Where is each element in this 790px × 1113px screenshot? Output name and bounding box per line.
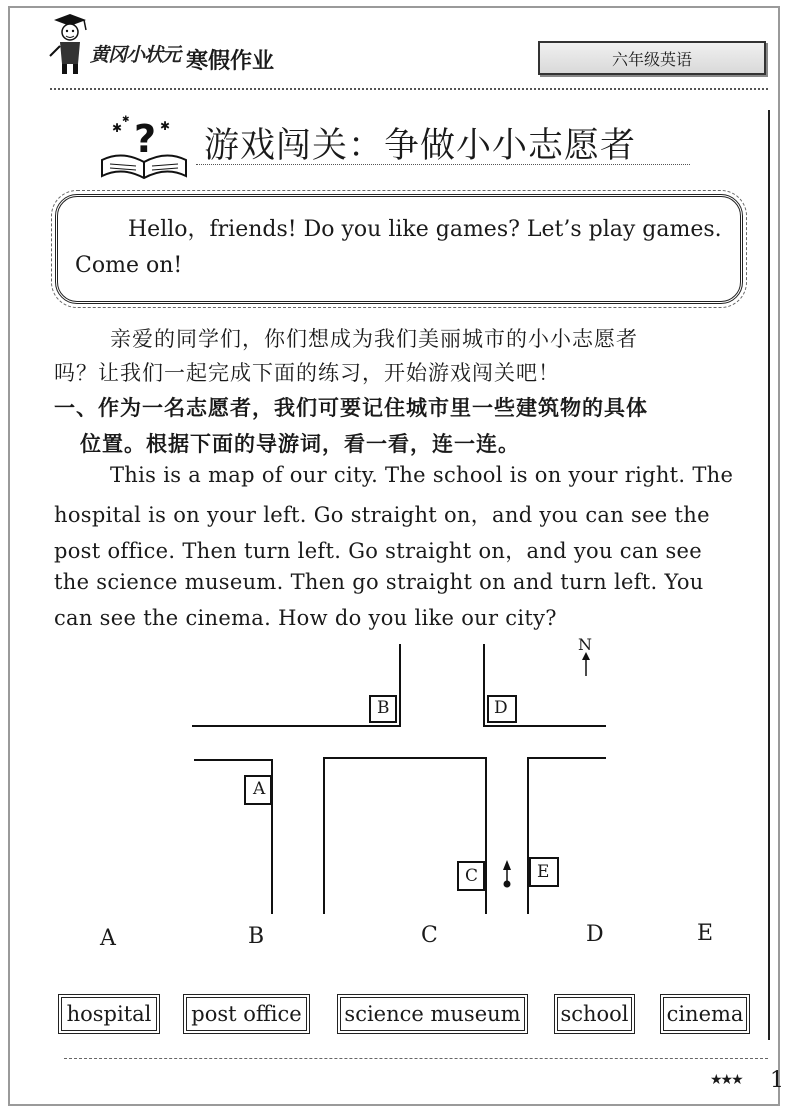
svg-text:✱: ✱ [112, 121, 123, 135]
word-box-cinema: cinema [663, 997, 747, 1031]
title-underline [196, 164, 690, 165]
passage-line-1: This is a map of our city. The school is on your right. The [110, 463, 734, 487]
answer-letter-d: D [586, 922, 604, 947]
passage-line-4: the science museum. Then go straight on and turn left. You [54, 570, 704, 594]
task-heading-line-1: 一、作为一名志愿者，我们可要记住城市里一些建筑物的具体 [54, 396, 648, 420]
intro-line-2: 吗？让我们一起完成下面的练习，开始游戏闯关吧！ [54, 361, 560, 385]
passage-line-3: post office. Then turn left. Go straight on，and you can see [54, 539, 703, 563]
answer-letter-c: C [421, 923, 438, 948]
current-position-dot [504, 881, 511, 888]
answer-letter-b: B [248, 924, 265, 949]
word-box-science-museum: science museum [340, 997, 525, 1031]
passage-line-5: can see the cinema. How do you like our city? [54, 606, 557, 630]
difficulty-stars: ★★★ [710, 1072, 742, 1088]
task-heading-line-2: 位置。根据下面的导游词，看一看，连一连。 [80, 432, 520, 456]
word-box-post-office: post office [186, 997, 307, 1031]
greeting-line-1: Hello，friends! Do you like games? Let’s play games. [128, 217, 722, 242]
map-label-e: E [537, 862, 550, 882]
passage-line-2: hospital is on your left. Go straight on，and you can see the [54, 503, 710, 527]
street-line [192, 644, 400, 726]
svg-text:✱: ✱ [160, 119, 171, 133]
header-divider [50, 88, 768, 90]
svg-text:?: ? [134, 117, 157, 161]
city-map [150, 630, 620, 920]
street-line [528, 758, 606, 914]
brand-logo: 黄冈小状元 [90, 44, 181, 66]
grade-label: 六年级英语 [538, 41, 766, 75]
section-title: 游戏闯关：争做小小志愿者 [204, 126, 637, 166]
margin-rule [768, 110, 770, 1040]
footer-divider [64, 1058, 768, 1059]
north-label: N [578, 635, 592, 654]
greeting-line-2: Come on! [75, 253, 183, 278]
map-label-a: A [253, 779, 266, 799]
header-title: 寒假作业 [186, 49, 275, 74]
page-number: 1 [770, 1068, 784, 1093]
map-label-b: B [377, 698, 390, 718]
answer-letter-a: A [100, 926, 116, 951]
map-label-c: C [465, 866, 479, 886]
svg-text:✱: ✱ [122, 115, 130, 125]
word-box-school: school [557, 997, 632, 1031]
open-book-question-icon [98, 110, 190, 184]
word-box-hospital: hospital [61, 997, 157, 1031]
scholar-mascot-icon [48, 12, 90, 76]
map-label-d: D [494, 698, 508, 718]
answer-letter-e: E [697, 921, 714, 946]
intro-line-1: 亲爱的同学们，你们想成为我们美丽城市的小小志愿者 [110, 327, 638, 351]
greeting-frame [55, 194, 743, 304]
